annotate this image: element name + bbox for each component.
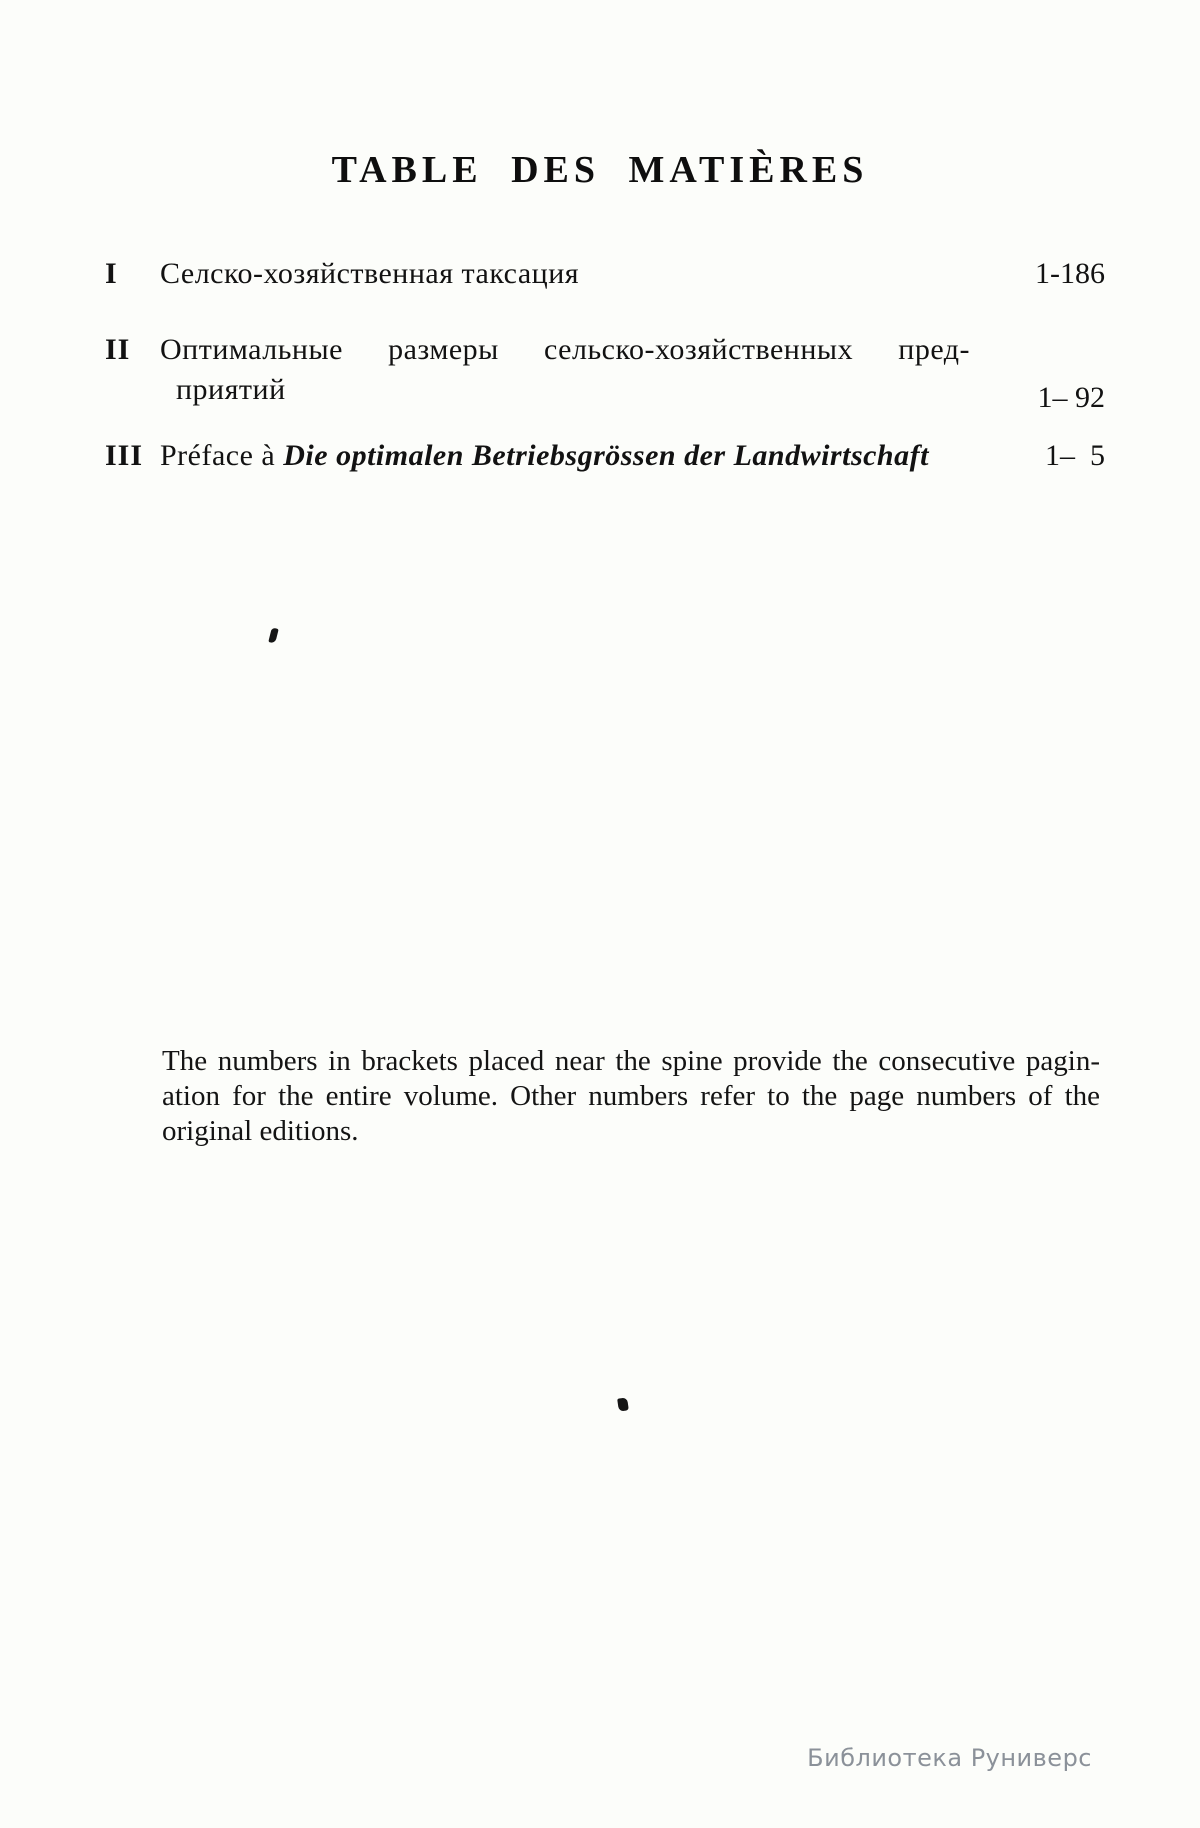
toc-word: размеры (388, 333, 499, 366)
toc-entry-italic-title: Die optimalen Betriebsgrössen der Landwirtschaft (283, 439, 929, 472)
toc-entry (95, 254, 1105, 294)
toc-word: сельско-хозяйственных (544, 333, 854, 366)
toc-entry-numeral: II (105, 333, 131, 366)
toc-word: Оптимальные (160, 333, 343, 366)
library-watermark: Библиотека Руниверс (807, 1744, 1092, 1772)
footnote-line: original editions. (162, 1115, 359, 1147)
footnote-line: ation for the entire volume. Other numbers refer to the page numbers of the (162, 1080, 1100, 1112)
toc-entry-numeral: III (105, 439, 144, 472)
toc-entry (95, 330, 1105, 414)
footnote-paragraph (162, 1044, 1100, 1149)
footnote-line: The numbers in brackets placed near the spine provide the consecutive pagin- (162, 1045, 1100, 1077)
ink-speck (617, 1397, 629, 1411)
page-title: TABLE DES MATIÈRES (331, 149, 869, 191)
toc-word: пред- (898, 333, 970, 366)
toc-entry-line-1 (160, 330, 970, 370)
ink-speck (268, 627, 278, 643)
toc-entry-text (160, 436, 1015, 476)
toc-entry-text (160, 330, 1015, 410)
toc-entry-line-2: приятий (176, 373, 286, 406)
toc-entry-pages: 1– 92 (1037, 381, 1105, 414)
toc-entry-prefix: Préface à (160, 439, 284, 472)
toc-entry (95, 436, 1105, 476)
toc-entry-numeral: I (105, 257, 118, 290)
toc-entry-pages: 1-186 (1035, 257, 1105, 290)
table-of-contents (95, 254, 1105, 476)
toc-entry-text: Селско-хозяйственная таксация (160, 257, 580, 290)
toc-entry-pages: 1– 5 (1045, 439, 1105, 472)
